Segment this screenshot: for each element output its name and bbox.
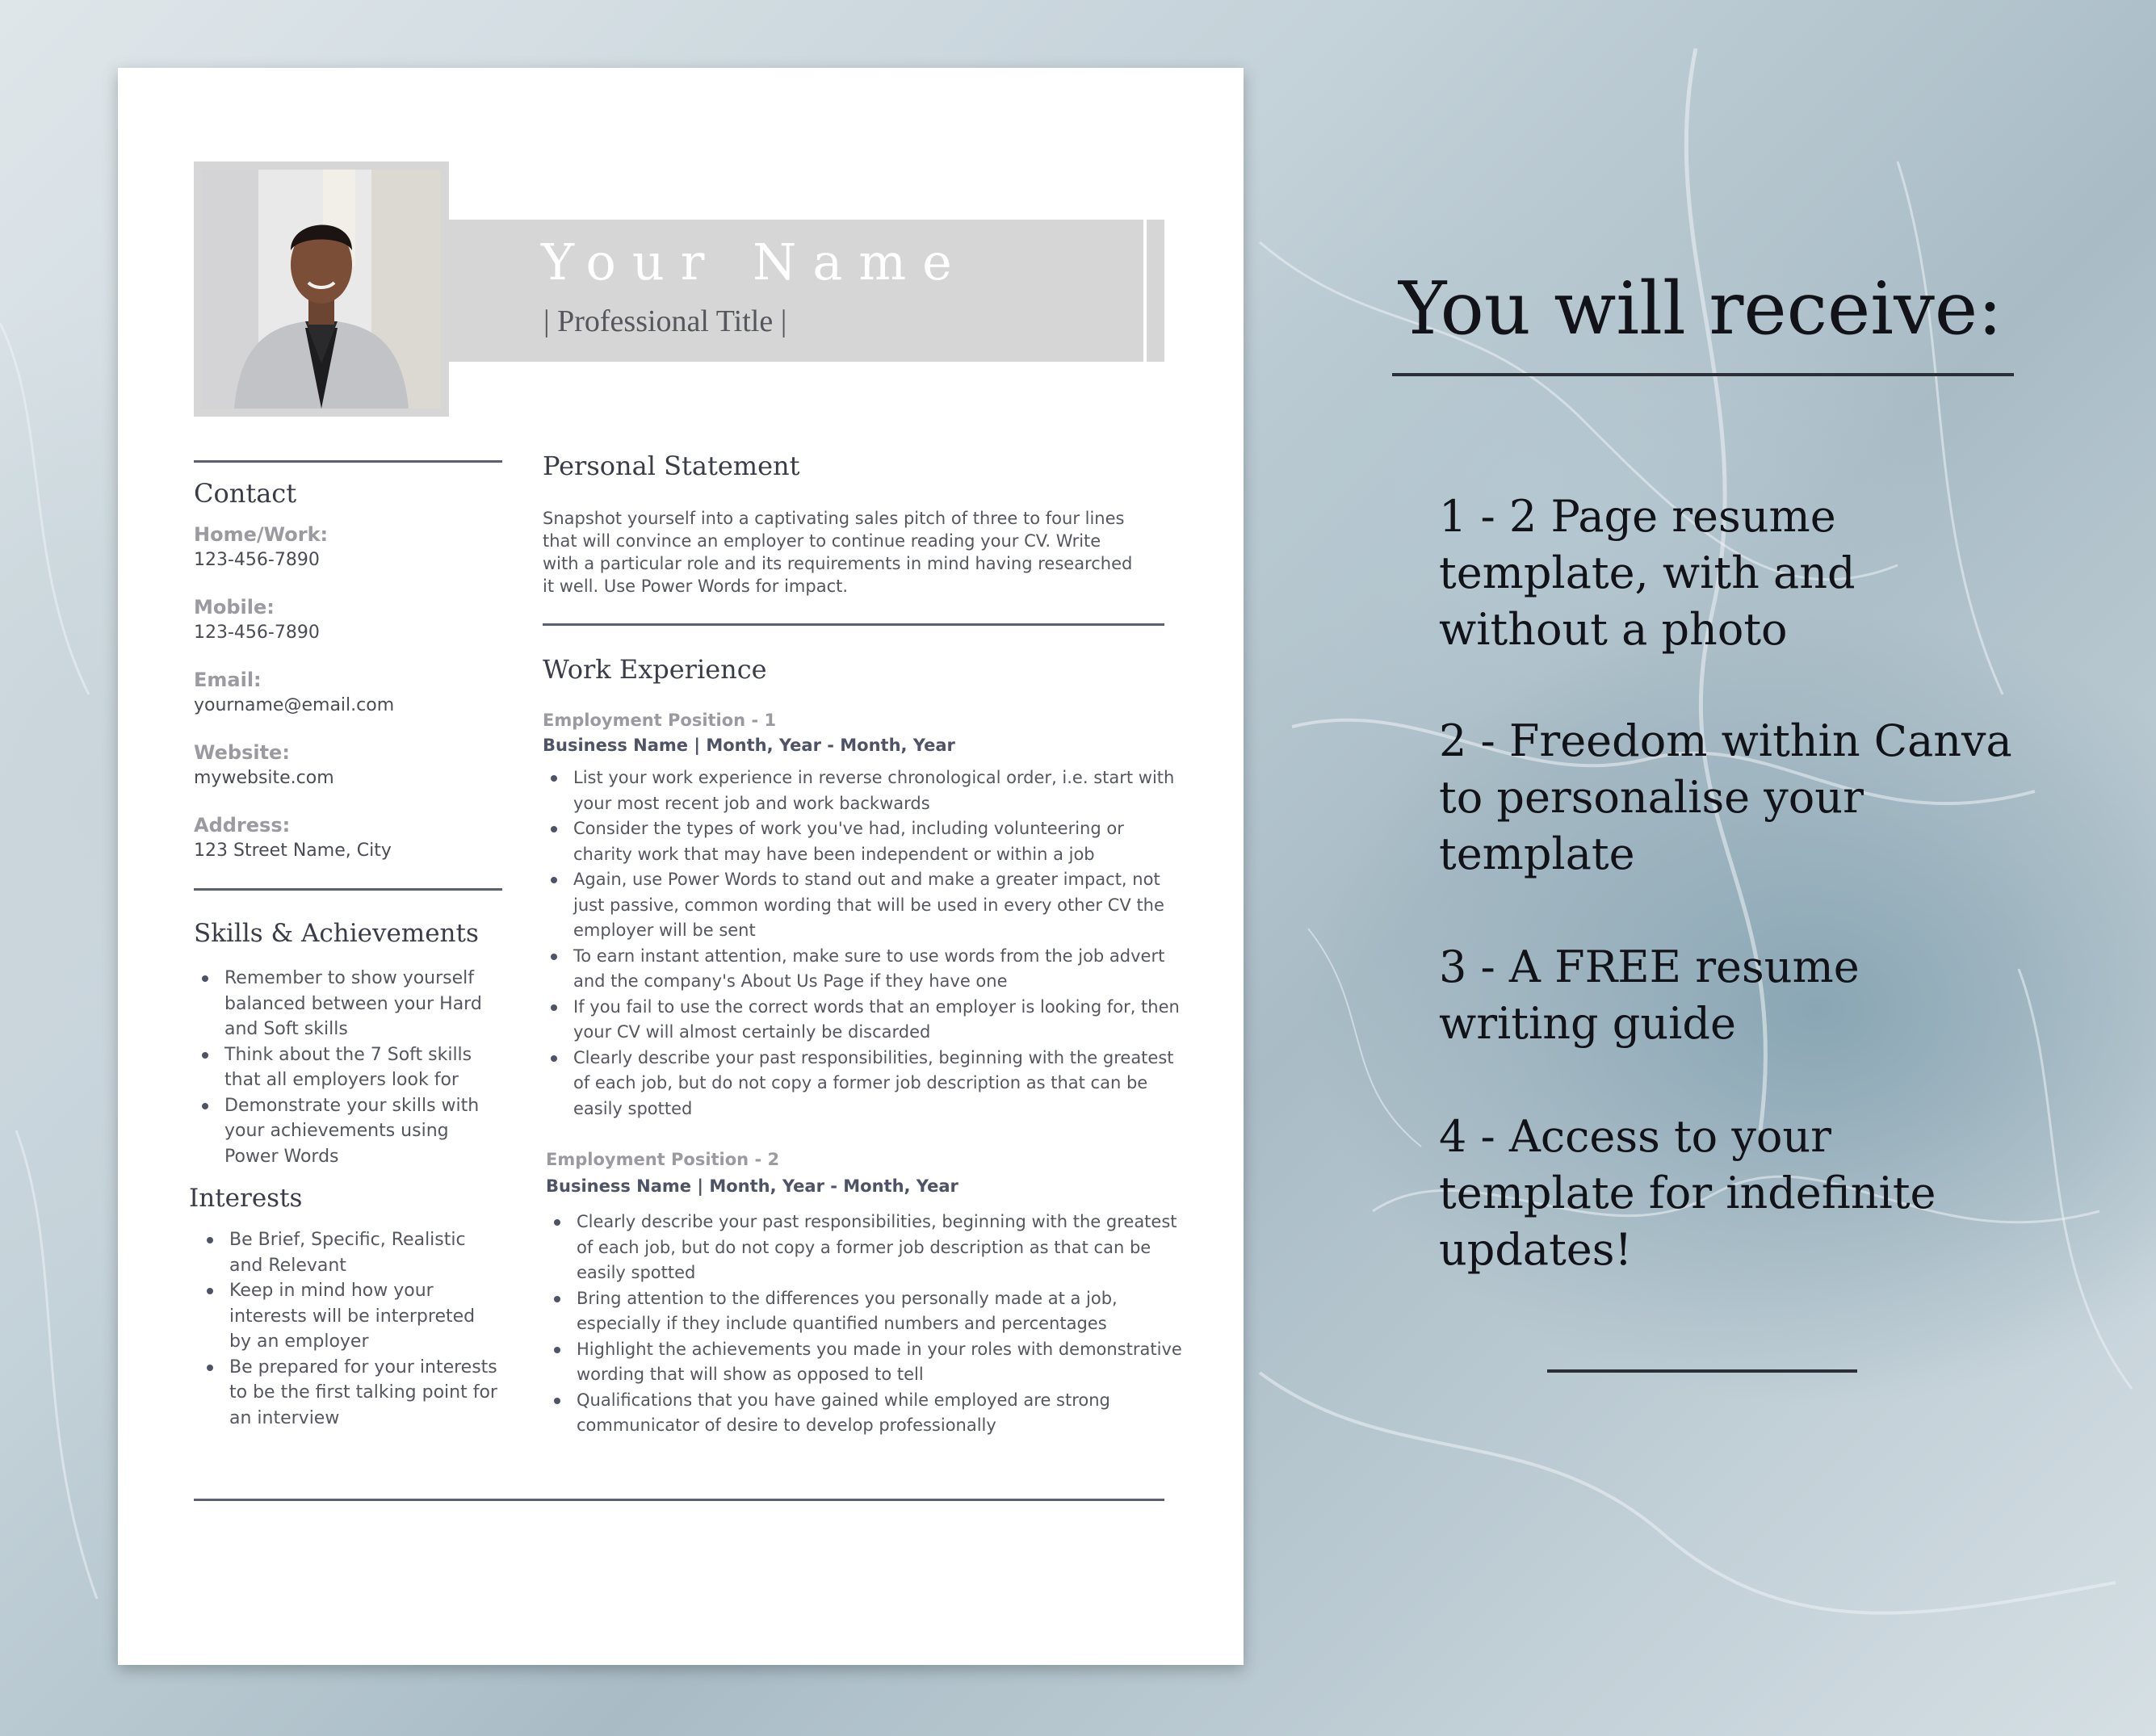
list-item: To earn instant attention, make sure to use words from the job advert and the company's About Us Page if they have one: [543, 944, 1181, 995]
list-item: Again, use Power Words to stand out and make a greater impact, not just passive, common wording that will be used in every other CV the employer will be sent: [543, 867, 1181, 944]
home-work-label: Home/Work:: [194, 523, 329, 546]
website-value: mywebsite.com: [194, 768, 334, 788]
home-work-value: 123-456-7890: [194, 550, 320, 570]
address-value: 123 Street Name, City: [194, 841, 392, 861]
website-label: Website:: [194, 741, 290, 764]
position-1-title: Employment Position - 1: [543, 711, 777, 730]
personal-statement-text: Snapshot yourself into a captivating sales pitch of three to four lines that will convince an employer to continue reading your CV. Write with a particular role and its requirements in mind having researched it well. Use Power Words for impact.: [543, 509, 1133, 596]
receive-item-4: 4 - Access to your template for indefinite updates!: [1439, 1111, 1936, 1275]
profile-photo: [202, 170, 441, 409]
skills-heading: Skills & Achievements: [194, 919, 479, 948]
list-item: Consider the types of work you've had, including volunteering or charity work that may have been independent or within a job: [543, 816, 1181, 867]
list-item: Highlight the achievements you made in your roles with demonstrative wording that will show as opposed to tell: [546, 1337, 1192, 1388]
professional-title: | Professional Title |: [543, 304, 787, 338]
personal-statement-heading: Personal Statement: [543, 451, 800, 481]
receive-heading: You will receive:: [1399, 266, 2003, 351]
position-1-bullets: [543, 765, 1181, 1122]
list-item: If you fail to use the correct words that an employer is looking for, then your CV will almost certainly be discarded: [543, 995, 1181, 1046]
receive-item-1: 1 - 2 Page resume template, with and without a photo: [1439, 491, 1856, 655]
list-item: Be Brief, Specific, Realistic and Relevant: [199, 1227, 497, 1278]
work-experience-heading: Work Experience: [543, 654, 767, 685]
list-item: Remember to show yourself balanced between your Hard and Soft skills: [194, 966, 484, 1042]
address-label: Address:: [194, 814, 291, 837]
list-item: List your work experience in reverse chronological order, i.e. start with your most recent job and work backwards: [543, 765, 1181, 816]
position-1-business: Business Name | Month, Year - Month, Year: [543, 736, 955, 755]
interests-heading: Interests: [189, 1184, 303, 1213]
mobile-label: Mobile:: [194, 596, 275, 619]
list-item: Think about the 7 Soft skills that all employers look for: [194, 1042, 484, 1093]
receive-item-2: 2 - Freedom within Canva to personalise your template: [1439, 715, 2012, 879]
name-banner-edge: [1147, 220, 1164, 362]
position-2-title: Employment Position - 2: [546, 1150, 780, 1169]
list-item: Qualifications that you have gained while employed are strong communicator of desire to develop professionally: [546, 1388, 1192, 1439]
list-item: Be prepared for your interests to be the first talking point for an interview: [199, 1355, 497, 1432]
resume-name: Your Name: [541, 233, 968, 291]
resume-sheet: [118, 68, 1244, 1665]
skills-list: [194, 966, 484, 1169]
receive-item-3: 3 - A FREE resume writing guide: [1439, 941, 1860, 1049]
email-label: Email:: [194, 669, 262, 691]
list-item: Clearly describe your past responsibilities, beginning with the greatest of each job, but do not copy a former job description as that can be easily spotted: [543, 1046, 1181, 1122]
photo-frame: [194, 161, 449, 417]
position-2-bullets: [546, 1210, 1192, 1439]
sheet-bottom-rule: [194, 1499, 1164, 1501]
list-item: Bring attention to the differences you personally made at a job, especially if they include quantified numbers and percentages: [546, 1286, 1192, 1337]
interests-list: [199, 1227, 497, 1431]
skills-top-rule: [194, 888, 502, 891]
email-value: yourname@email.com: [194, 695, 395, 715]
list-item: Clearly describe your past responsibilities, beginning with the greatest of each job, but do not copy a former job description as that can be easily spotted: [546, 1210, 1192, 1286]
closing-underline: [1547, 1369, 1857, 1373]
list-item: Keep in mind how your interests will be interpreted by an employer: [199, 1278, 497, 1355]
position-2-business: Business Name | Month, Year - Month, Year: [546, 1176, 958, 1196]
statement-bottom-rule: [543, 623, 1164, 626]
contact-heading: Contact: [194, 478, 297, 509]
contact-top-rule: [194, 460, 502, 463]
list-item: Demonstrate your skills with your achievements using Power Words: [194, 1093, 484, 1170]
mobile-value: 123-456-7890: [194, 623, 320, 643]
heading-underline: [1392, 373, 2014, 376]
